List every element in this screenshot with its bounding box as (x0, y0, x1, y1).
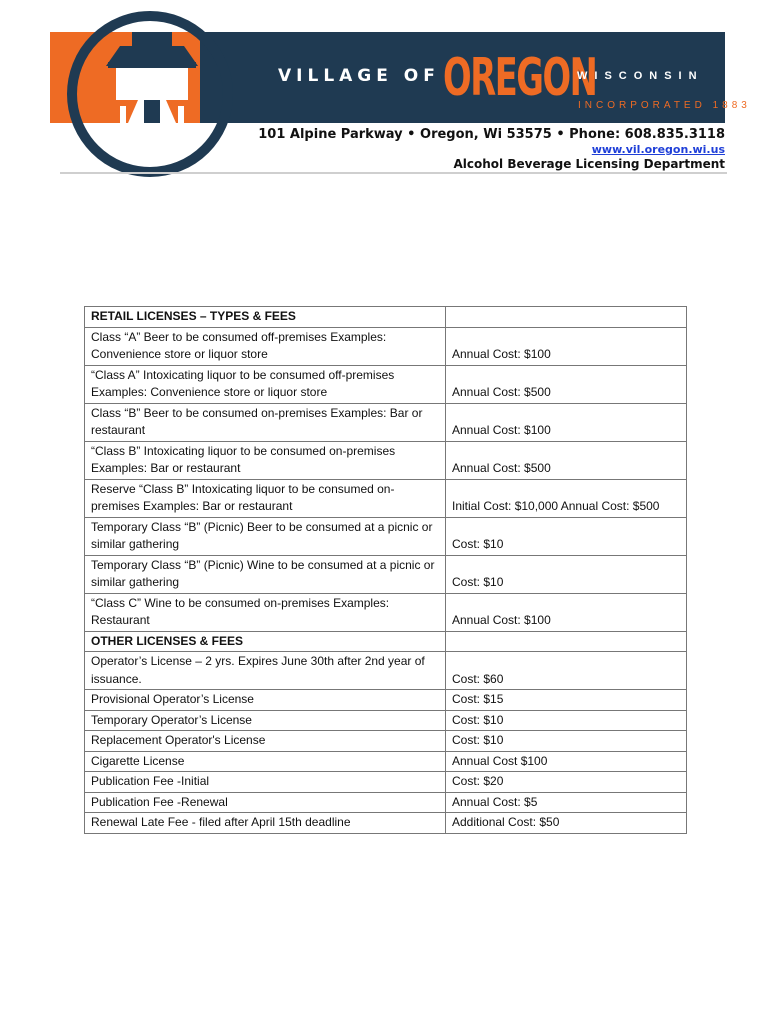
village-of-text: VILLAGE OF (278, 66, 440, 86)
table-row (85, 710, 687, 731)
license-fee: Annual Cost: $500 (446, 365, 687, 403)
license-fee: Cost: $60 (446, 652, 687, 690)
header-empty-cell (446, 307, 687, 328)
department-name: Alcohol Beverage Licensing Department (453, 157, 725, 171)
license-type: Replacement Operator's License (85, 731, 446, 752)
license-fee: Cost: $10 (446, 517, 687, 555)
table-row (85, 690, 687, 711)
table-row (85, 517, 687, 555)
address-line: 101 Alpine Parkway • Oregon, Wi 53575 • Phone: 608.835.3118 (258, 127, 725, 142)
table-row (85, 751, 687, 772)
header-divider (60, 172, 727, 174)
license-type: Temporary Operator’s License (85, 710, 446, 731)
table-row (85, 555, 687, 593)
license-fee: Annual Cost: $500 (446, 441, 687, 479)
license-fee: Annual Cost: $100 (446, 593, 687, 631)
table-row (85, 731, 687, 752)
license-type: Publication Fee -Initial (85, 772, 446, 793)
other-header-cell: OTHER LICENSES & FEES (85, 631, 446, 652)
license-fee: Annual Cost: $5 (446, 792, 687, 813)
header-banner (50, 32, 751, 123)
table-section-header (85, 307, 687, 328)
license-type: Class “A” Beer to be consumed off-premises Examples: Convenience store or liquor store (85, 327, 446, 365)
license-fee-table (84, 306, 687, 834)
table-row (85, 403, 687, 441)
license-type: Renewal Late Fee - filed after April 15th deadline (85, 813, 446, 834)
retail-header-cell: RETAIL LICENSES – TYPES & FEES (85, 307, 446, 328)
license-fee: Additional Cost: $50 (446, 813, 687, 834)
license-fee: Initial Cost: $10,000 Annual Cost: $500 (446, 479, 687, 517)
license-fee: Annual Cost $100 (446, 751, 687, 772)
license-type: Temporary Class “B” (Picnic) Beer to be consumed at a picnic or similar gathering (85, 517, 446, 555)
oregon-wordmark: OREGON (443, 48, 597, 108)
table-row (85, 441, 687, 479)
license-fee: Annual Cost: $100 (446, 327, 687, 365)
wisconsin-text: WISCONSIN (577, 70, 704, 82)
license-type: Temporary Class “B” (Picnic) Wine to be consumed at a picnic or similar gathering (85, 555, 446, 593)
table-row (85, 813, 687, 834)
license-fee: Cost: $10 (446, 731, 687, 752)
license-fee: Cost: $15 (446, 690, 687, 711)
table-row (85, 365, 687, 403)
table-row (85, 593, 687, 631)
license-type: Cigarette License (85, 751, 446, 772)
table-row (85, 327, 687, 365)
license-type: Class “B” Beer to be consumed on-premises Examples: Bar or restaurant (85, 403, 446, 441)
license-type: “Class B” Intoxicating liquor to be consumed on-premises Examples: Bar or restaurant (85, 441, 446, 479)
license-type: Publication Fee -Renewal (85, 792, 446, 813)
website-link[interactable]: www.vil.oregon.wi.us (591, 143, 725, 156)
license-type: “Class A” Intoxicating liquor to be consumed off-premises Examples: Convenience store or liquor store (85, 365, 446, 403)
license-fee: Cost: $20 (446, 772, 687, 793)
table-row (85, 772, 687, 793)
table-row (85, 479, 687, 517)
license-type: Reserve “Class B” Intoxicating liquor to be consumed on-premises Examples: Bar or restaurant (85, 479, 446, 517)
incorporated-text: INCORPORATED 1883 (578, 100, 751, 111)
header-empty-cell (446, 631, 687, 652)
table-row (85, 792, 687, 813)
license-fee: Annual Cost: $100 (446, 403, 687, 441)
water-tower-logo (50, 32, 270, 123)
license-type: “Class C” Wine to be consumed on-premises Examples: Restaurant (85, 593, 446, 631)
table-row (85, 652, 687, 690)
license-fee: Cost: $10 (446, 710, 687, 731)
license-type: Provisional Operator’s License (85, 690, 446, 711)
license-fee: Cost: $10 (446, 555, 687, 593)
table-section-header (85, 631, 687, 652)
license-type: Operator’s License – 2 yrs. Expires June 30th after 2nd year of issuance. (85, 652, 446, 690)
